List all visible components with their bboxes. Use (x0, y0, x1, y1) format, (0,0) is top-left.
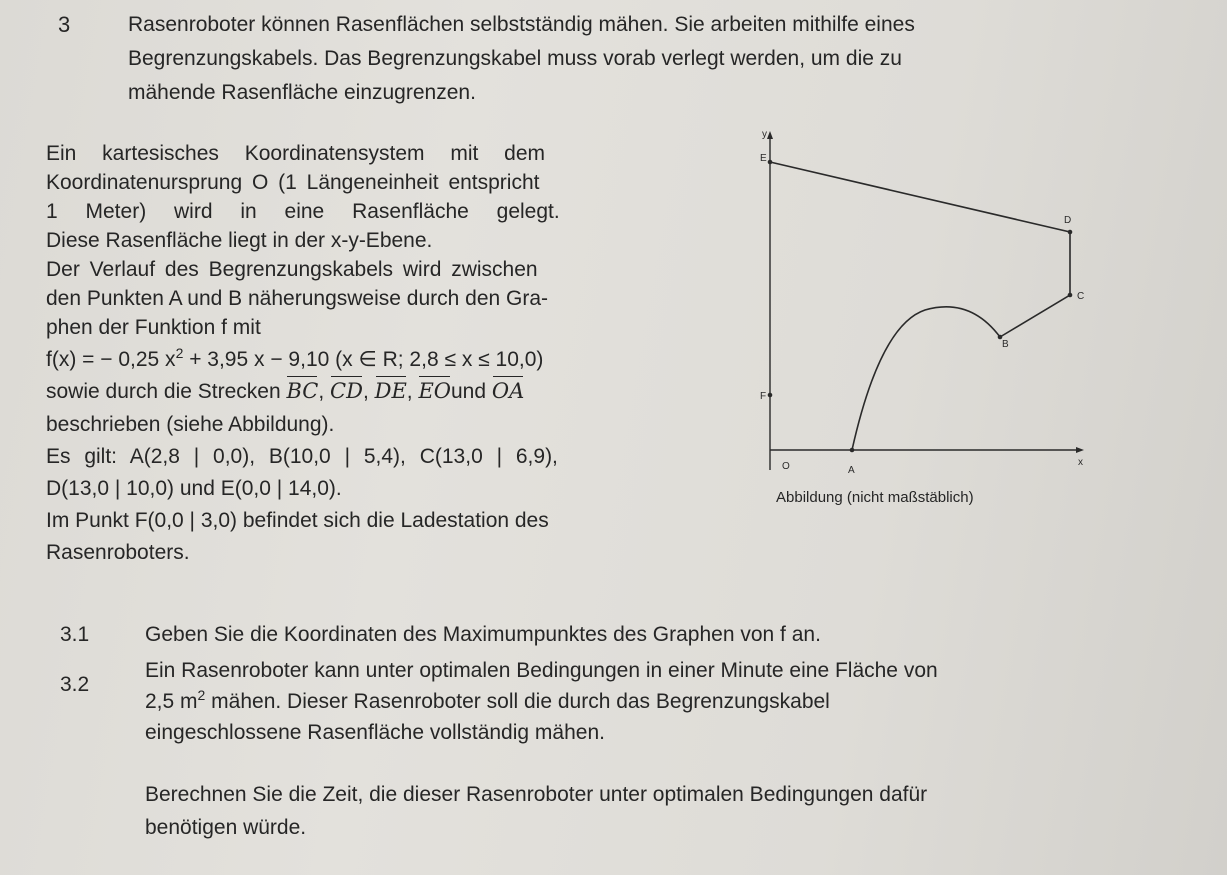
label-c: C (1077, 291, 1085, 302)
boundary-polyline (770, 162, 1070, 337)
figure-caption: Abbildung (nicht maßstäblich) (776, 489, 974, 506)
subtask-3-2-line-2: 2,5 $m^2$ mähen. Dieser Rasenroboter soll die durch das Begrenzungskabel (145, 687, 830, 713)
desc-line-5: Der Verlauf des Begrenzungskabels wird zwischen (46, 258, 538, 281)
subtask-3-2-line-5: benötigen würde. (145, 816, 307, 839)
point-f (768, 393, 773, 398)
y-axis-arrow-icon (767, 131, 773, 139)
point-a (850, 448, 855, 453)
label-b: B (1002, 339, 1009, 350)
subtask-3-2-line-4: Berechnen Sie die Zeit, die dieser Rasenroboter unter optimalen Bedingungen dafür (145, 783, 928, 806)
label-e: E (760, 153, 767, 164)
points-line-2: D(13,0 | 10,0) und E(0,0 | 14,0). (46, 477, 342, 500)
label-y: y (762, 129, 767, 140)
label-o: O (782, 461, 790, 472)
point-c (1068, 293, 1073, 298)
x-axis-arrow-icon (1076, 447, 1084, 453)
subtask-3-2-line-3: eingeschlossene Rasenfläche vollständig mähen. (145, 721, 605, 744)
desc-line-2: Koordinatenursprung O (1 Längeneinheit entspricht (46, 171, 540, 194)
desc-line-7: phen der Funktion f mit (46, 316, 261, 339)
subtask-3-1-number: 3.1 (60, 623, 90, 646)
subtask-3-1-text: Geben Sie die Koordinaten des Maximumpunktes des Graphen von f an. (145, 623, 821, 646)
desc-line-3: 1 Meter) wird in eine Rasenfläche gelegt. (46, 200, 560, 223)
desc-line-1: Ein kartesisches Koordinatensystem mit dem (46, 142, 546, 165)
desc-line-after-segments: beschrieben (siehe Abbildung). (46, 413, 335, 436)
segment-oa: OA (491, 379, 525, 403)
station-line-1: Im Punkt F(0,0 | 3,0) befindet sich die Ladestation des (46, 509, 549, 532)
label-x: x (1078, 457, 1083, 468)
lawn-figure (740, 125, 1100, 485)
points-line-1: Es gilt: A(2,8 | 0,0), B(10,0 | 5,4), C(13,0 | 6,9), (46, 445, 558, 468)
subtask-3-2-line-1: Ein Rasenroboter kann unter optimalen Bedingungen in einer Minute eine Fläche von (145, 659, 938, 682)
intro-line-1: Rasenroboter können Rasenflächen selbstständig mähen. Sie arbeiten mithilfe eines (128, 13, 915, 36)
segment-bc: BC (286, 379, 319, 403)
label-a: A (848, 465, 855, 476)
label-f: F (760, 391, 767, 402)
task-number: 3 (58, 12, 71, 37)
segment-cd: CD (330, 379, 363, 403)
intro-line-2: Begrenzungskabels. Das Begrenzungskabel muss vorab verlegt werden, um die zu (128, 47, 902, 70)
segment-de: DE (374, 379, 407, 403)
segment-eo: EO (418, 379, 451, 403)
point-d (1068, 230, 1073, 235)
desc-line-6: den Punkten A und B näherungsweise durch den Gra- (46, 287, 549, 310)
function-graph-curve (852, 307, 1000, 450)
intro-line-3: mähende Rasenfläche einzugrenzen. (128, 81, 476, 104)
station-line-2: Rasenroboters. (46, 541, 190, 564)
function-formula: f(x) = − 0,25 $x^2 + 3,95$ x − 9,10 (x ∈ R; 2,8 ≤ x ≤ 10,0) (46, 345, 544, 371)
point-e (768, 160, 773, 165)
desc-line-4: Diese Rasenfläche liegt in der x-y-Ebene. (46, 229, 433, 252)
subtask-3-2-number: 3.2 (60, 673, 90, 696)
segments-line: sowie durch die Strecken BC, CD, DE, EOund OA (46, 379, 525, 403)
label-d: D (1064, 215, 1072, 226)
